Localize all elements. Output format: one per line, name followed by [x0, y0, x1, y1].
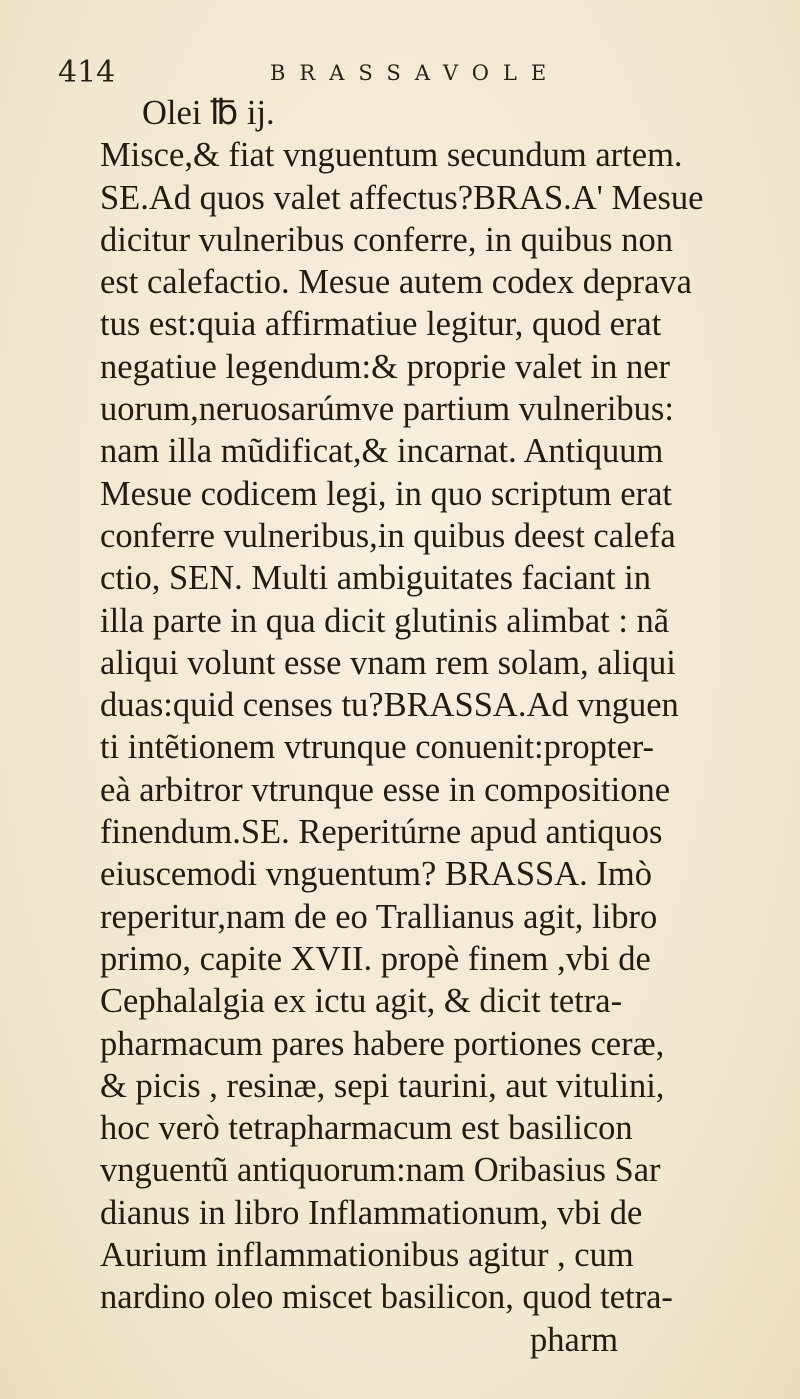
text-line: hoc verò tetrapharmacum est basilicon	[100, 1109, 633, 1148]
text-line: conferre vulneribus,in quibus deest calefa	[100, 516, 676, 555]
text-line: nam illa mũdificat,& incarnat. Antiquum	[100, 432, 664, 471]
text-line: finendum.SE. Reperitúrne apud antiquos	[100, 813, 663, 852]
text-line: uorum,neruosarúmve partium vulneribus:	[100, 390, 674, 429]
page-number: 414	[58, 55, 116, 90]
page-header	[58, 56, 698, 96]
text-line: negatiue legendum:& proprie valet in ner	[100, 347, 671, 386]
text-line: SE.Ad quos valet affectus?BRAS.A' Mesue	[100, 178, 704, 217]
text-line: vnguentũ antiquorum:nam Oribasius Sar	[100, 1151, 661, 1190]
text-line: nardino oleo miscet basilicon, quod tetra-	[100, 1278, 673, 1317]
catchword: pharm	[530, 1320, 619, 1359]
text-line: Aurium inflammationibus agitur , cum	[100, 1236, 634, 1275]
text-line: Misce,& fiat vnguentum secundum artem.	[100, 136, 683, 175]
text-line: duas:quid censes tu?BRASSA.Ad vnguen	[100, 686, 679, 725]
text-line: dicitur vulneribus conferre, in quibus non	[100, 220, 673, 259]
text-line: eà arbitror vtrunque esse in compositione	[100, 770, 671, 809]
text-line: aliqui volunt esse vnam rem solam, aliqui	[100, 643, 676, 682]
text-line: eiuscemodi vnguentum? BRASSA. Imò	[100, 855, 652, 894]
text-line: primo, capite XVII. propè finem ,vbi de	[100, 939, 651, 978]
text-line: dianus in libro Inflammationum, vbi de	[100, 1193, 643, 1232]
text-line: tus est:quia affirmatiue legitur, quod erat	[100, 305, 662, 344]
text-line: Cephalalgia ex ictu agit, & dicit tetra-	[100, 982, 623, 1021]
running-head: BRASSAVOLE	[270, 61, 561, 85]
text-line: Olei ℔ ij.	[142, 94, 275, 132]
text-line: Mesue codicem legi, in quo scriptum erat	[100, 474, 672, 513]
body-text	[100, 92, 780, 1361]
text-line: est calefactio. Mesue autem codex deprava	[100, 263, 692, 302]
text-line: ctio, SEN. Multi ambiguitates faciant in	[100, 559, 651, 598]
text-line: pharmacum pares habere portiones ceræ,	[100, 1024, 665, 1063]
text-line: ti intẽtionem vtrunque conuenit:propter-	[100, 728, 655, 767]
text-line: & picis , resinæ, sepi taurini, aut vitulini,	[100, 1066, 665, 1105]
text-line: reperitur,nam de eo Trallianus agit, libro	[100, 897, 658, 936]
text-line: illa parte in qua dicit glutinis alimbat : nã	[100, 601, 670, 640]
